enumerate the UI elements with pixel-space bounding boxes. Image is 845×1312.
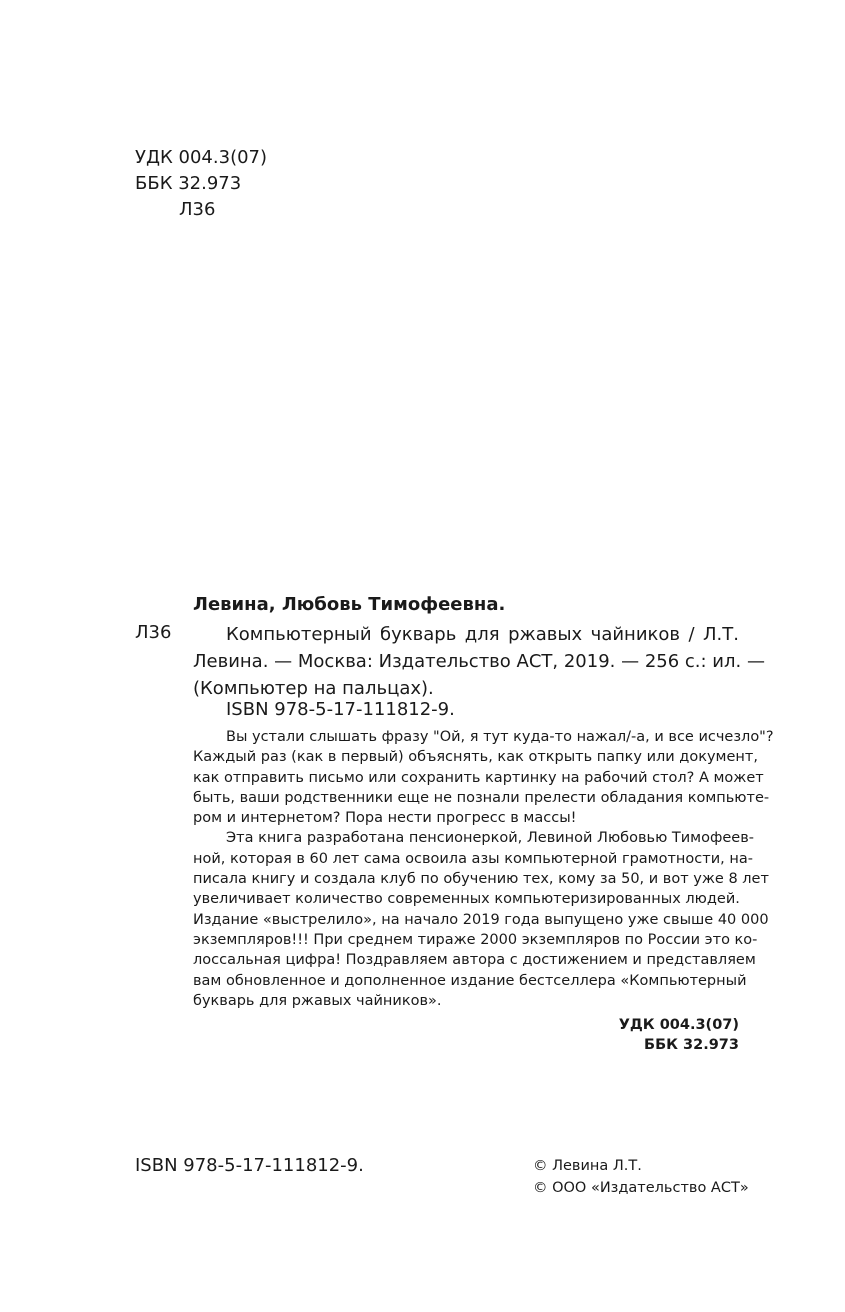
author-sign-card: Л36 [135, 622, 172, 643]
annotation [193, 727, 774, 1011]
biblio-line: Компьютерный букварь для ржавых чайников / Л.Т. [226, 624, 739, 645]
annotation-line: ной, которая в 60 лет сама освоила азы компьютерной грамотности, на- [193, 850, 753, 867]
copyright-author: © Левина Л.Т. [533, 1158, 642, 1174]
annotation-line: Каждый раз (как в первый) объяснять, как открыть папку или документ, [193, 749, 758, 766]
annotation-line: ром и интернетом? Пора нести прогресс в массы! [193, 810, 577, 827]
annotation-line: букварь для ржавых чайников». [193, 992, 442, 1009]
bbk-code-entry: ББК 32.973 [644, 1037, 739, 1053]
entry-classification [619, 1015, 739, 1055]
annotation-line: Издание «выстрелило», на начало 2019 года выпущено уже свыше 40 000 [193, 911, 769, 928]
annotation-line: лоссальная цифра! Поздравляем автора с достижением и представляем [193, 952, 756, 969]
top-classification [135, 145, 267, 223]
annotation-line: писала книгу и создала клуб по обучению тех, кому за 50, и вот уже 8 лет [193, 871, 769, 888]
copyright-block [533, 1155, 749, 1199]
annotation-line: Эта книга разработана пенсионеркой, Левиной Любовью Тимофеев- [226, 830, 754, 847]
author-heading: Левина, Любовь Тимофеевна. [193, 594, 506, 615]
annotation-line: как отправить письмо или сохранить картинку на рабочий стол? А может [193, 769, 764, 786]
udk-code: УДК 004.3(07) [135, 147, 268, 168]
biblio-line: Левина. — Москва: Издательство АСТ, 2019. — 256 с.: ил. — [193, 651, 765, 672]
bibliographic-description [193, 621, 765, 702]
annotation-line: увеличивает количество современных компьютеризированных людей. [193, 891, 740, 908]
author-sign: Л36 [179, 199, 216, 220]
isbn-footer: ISBN 978-5-17-111812-9. [135, 1155, 364, 1176]
annotation-line: вам обновленное и дополненное издание бестселлера «Компьютерный [193, 972, 747, 989]
biblio-line: (Компьютер на пальцах). [193, 678, 434, 699]
annotation-line: быть, ваши родственники еще не познали прелести обладания компьюте- [193, 789, 770, 806]
isbn-entry: ISBN 978-5-17-111812-9. [226, 699, 455, 720]
copyright-publisher: © ООО «Издательство АСТ» [533, 1180, 749, 1196]
udk-code-entry: УДК 004.3(07) [618, 1017, 739, 1033]
bbk-code: ББК 32.973 [135, 173, 242, 194]
annotation-line: экземпляров!!! При среднем тираже 2000 экземпляров по России это ко- [193, 931, 758, 948]
annotation-line: Вы устали слышать фразу "Ой, я тут куда-то нажал/-а, и все исчезло"? [226, 729, 774, 745]
